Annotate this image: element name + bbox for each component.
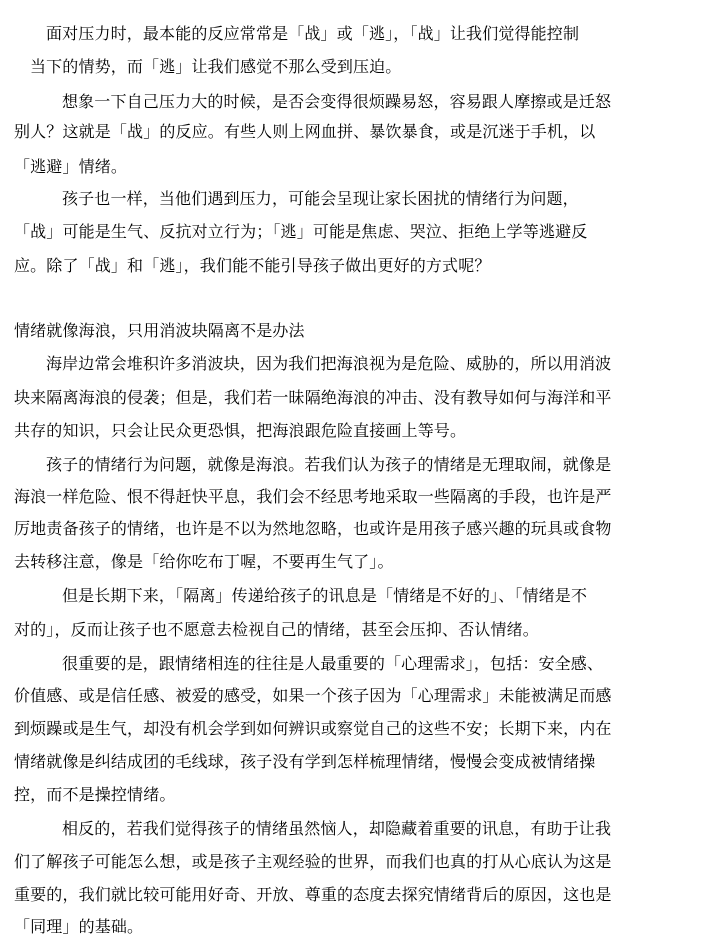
paragraph-line: 块来隔离海浪的侵袭；但是，我们若一昧隔绝海浪的冲击、没有教导如何与海洋和平	[14, 388, 612, 407]
paragraph-line: 「同理」的基础。	[14, 917, 144, 936]
paragraph-line: 控，而不是操控情绪。	[14, 785, 176, 804]
paragraph-line: 共存的知识，只会让民众更恐惧，把海浪跟危险直接画上等号。	[14, 421, 467, 440]
paragraph-line: 当下的情势，而「逃」让我们感觉不那么受到压迫。	[30, 57, 402, 76]
paragraph-line: 但是长期下来，「隔离」传递给孩子的讯息是「情绪是不好的」、「情绪是不	[62, 586, 588, 605]
paragraph-line: 重要的，我们就比较可能用好奇、开放、尊重的态度去探究情绪背后的原因，这也是	[14, 885, 612, 904]
paragraph-line: 相反的，若我们觉得孩子的情绪虽然恼人，却隐藏着重要的讯息，有助于让我	[62, 819, 612, 838]
paragraph-line: 对的」，反而让孩子也不愿意去检视自己的情绪，甚至会压抑、否认情绪。	[14, 620, 539, 639]
paragraph-line: 别人？这就是「战」的反应。有些人则上网血拼、暴饮暴食，或是沉迷于手机，以	[14, 122, 596, 141]
paragraph-line: 海岸边常会堆积许多消波块，因为我们把海浪视为是危险、威胁的，所以用消波	[46, 354, 612, 373]
paragraph-line: 厉地责备孩子的情绪，也许是不以为然地忽略，也或许是用孩子感兴趣的玩具或食物	[14, 519, 612, 538]
paragraph-line: 海浪一样危险、恨不得赶快平息，我们会不经思考地采取一些隔离的手段，也许是严	[14, 487, 612, 506]
section-heading: 情绪就像海浪，只用消波块隔离不是办法	[14, 321, 305, 340]
paragraph-line: 想象一下自己压力大的时候，是否会变得很烦躁易怒，容易跟人摩擦或是迁怒	[62, 92, 612, 111]
paragraph-line: 价值感、或是信任感、被爱的感受，如果一个孩子因为「心理需求」未能被满足而感	[14, 686, 612, 705]
paragraph-line: 们了解孩子可能怎么想，或是孩子主观经验的世界，而我们也真的打从心底认为这是	[14, 852, 612, 871]
paragraph-line: 「战」可能是生气、反抗对立行为；「逃」可能是焦虑、哭泣、拒绝上学等逃避反	[14, 222, 588, 241]
paragraph-line: 「逃避」情绪。	[14, 157, 128, 176]
paragraph-line: 面对压力时，最本能的反应常常是「战」或「逃」，「战」让我们觉得能控制	[46, 24, 580, 43]
paragraph-line: 情绪就像是纠结成团的毛线球，孩子没有学到怎样梳理情绪，慢慢会变成被情绪操	[14, 752, 596, 771]
paragraph-line: 去转移注意，像是「给你吃布丁喔，不要再生气了」。	[14, 552, 394, 571]
paragraph-line: 孩子的情绪行为问题，就像是海浪。若我们认为孩子的情绪是无理取闹，就像是	[46, 455, 612, 474]
paragraph-line: 到烦躁或是生气，却没有机会学到如何辨识或察觉自己的这些不安；长期下来，内在	[14, 719, 612, 738]
paragraph-line: 应。除了「战」和「逃」，我们能不能引导孩子做出更好的方式呢？	[14, 256, 491, 275]
paragraph-line: 很重要的是，跟情绪相连的往往是人最重要的「心理需求」，包括：安全感、	[62, 654, 604, 673]
paragraph-line: 孩子也一样，当他们遇到压力，可能会呈现让家长困扰的情绪行为问题，	[62, 189, 579, 208]
